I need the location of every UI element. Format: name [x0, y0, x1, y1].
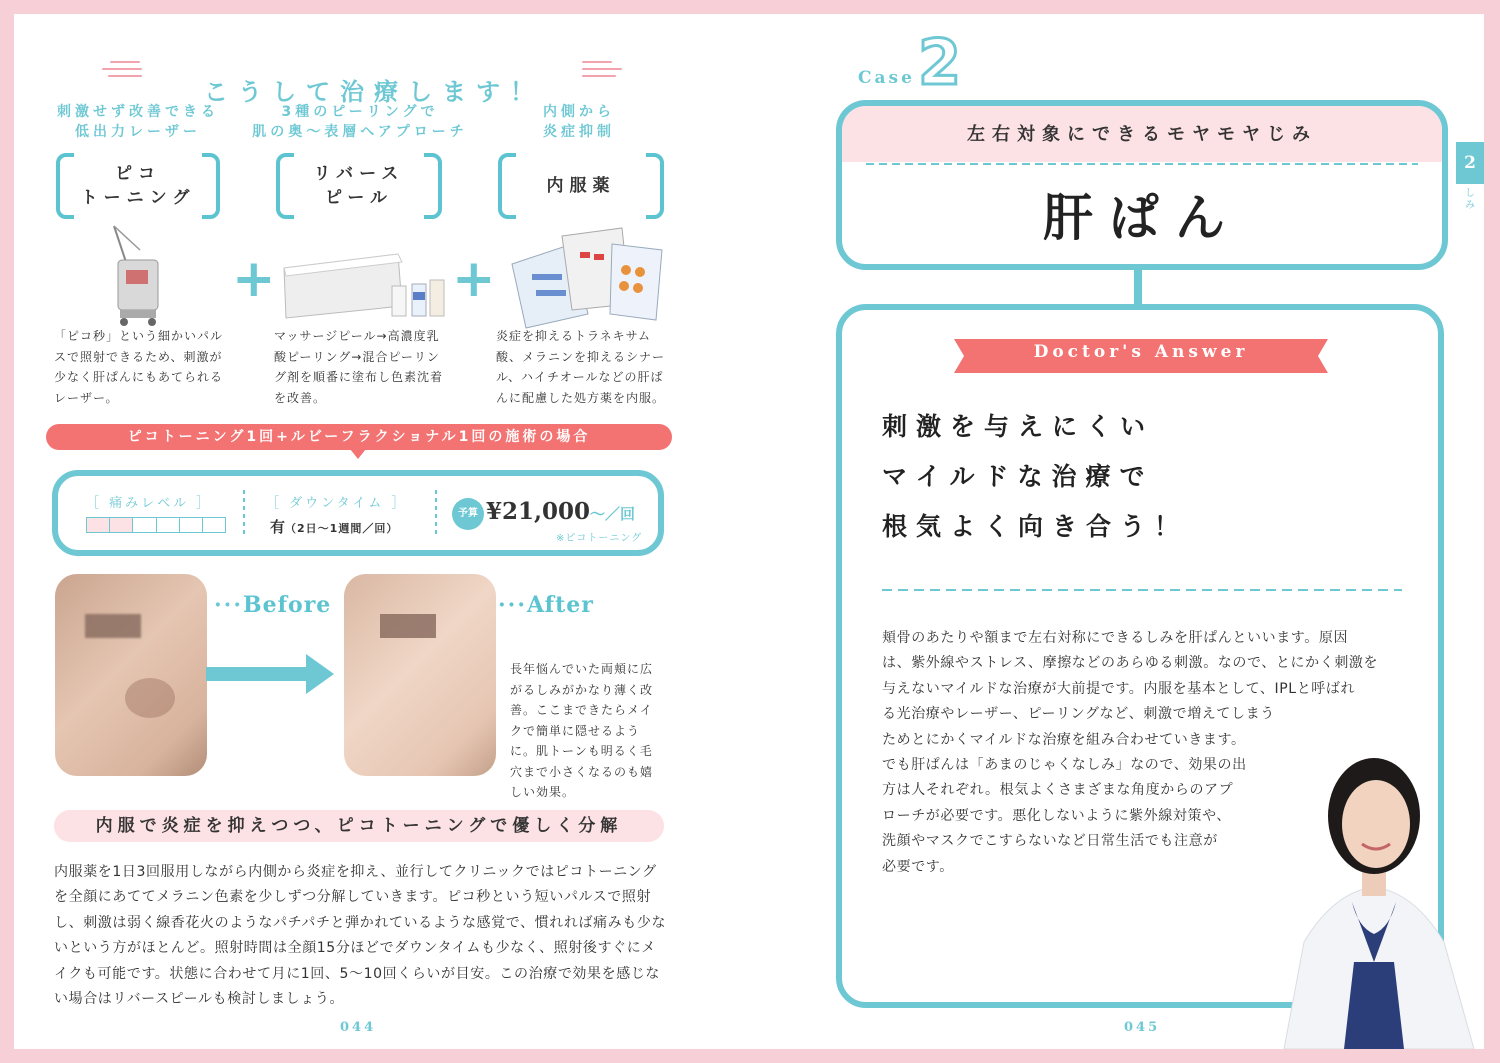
answer-lines	[882, 402, 1188, 552]
price-note: ※ピコトーニング	[556, 533, 643, 544]
pain-level-cell	[203, 518, 225, 532]
divider-dotted	[242, 490, 246, 538]
answer-body-line: 洗顔やマスクでこすらないなど日常生活でも注意が	[882, 833, 1218, 850]
divider-dotted-2	[434, 490, 438, 538]
treatment-name-oral-medicine: 内服薬	[498, 153, 664, 219]
answer-body-line: 必要です。	[882, 858, 954, 875]
answer-body-line: ローチが必要です。悪化しないように紫外線対策や、	[882, 807, 1231, 824]
answer-body-line: 与えないマイルドな治療が大前提です。内服を基本として、IPLと呼ばれ	[882, 680, 1356, 697]
pain-level-cell	[87, 518, 110, 532]
answer-body	[882, 626, 1412, 880]
laser-machine-image	[106, 220, 172, 328]
page-number-right: 045	[1124, 1020, 1161, 1035]
side-tab-label: しみ	[1465, 188, 1475, 211]
eye-mosaic-2	[380, 614, 436, 638]
side-tab-number: 2	[1456, 142, 1484, 184]
column-3-description: 炎症を抑えるトラネキサム酸、メラニンを抑えるシナール、ハイチオールなどの肝ぱんに配慮した処方薬を内服。	[496, 329, 666, 405]
answer-body-line: は、紫外線やストレス、摩擦などのあらゆる刺激。なので、とにかく刺激を	[882, 655, 1379, 672]
column-1-description: 「ピコ秒」という細かいパルスで照射できるため、刺激が少なく肝ぱんにもあてられるレーザー。	[54, 329, 224, 405]
treatment-name-pico: ピコ トーニング	[56, 153, 220, 219]
before-photo	[55, 574, 207, 776]
case-number: 2	[918, 26, 962, 99]
after-label: ···After	[498, 592, 594, 618]
before-label: ···Before	[214, 592, 332, 618]
section-title: こうして治療します！	[204, 78, 544, 106]
case-subtitle: 左右対象にできるモヤモヤじみ	[967, 124, 1317, 145]
after-photo	[344, 574, 496, 776]
column-3-subtitle: 内側から 炎症抑制	[543, 104, 615, 140]
body-headline: 内服で炎症を抑えつつ、ピコトーニングで優しく分解	[54, 810, 664, 842]
body-text: 内服薬を1日3回服用しながら内側から炎症を抑え、並行してクリニックではピコトーニングを全顔にあててメラニン色素を少しずつ分解していきます。ピコ秒という短いパルスで照射し、刺激は弱く線香花火のようなパチパチと弾かれているような感覚で、慣れれば痛みも少ないという方がほとんど。照射時間は全顔15分ほどでダウンタイムも少なく、照射後すぐにメイクも可能です。状態に合わせて月に1回、5～10回くらいが目安。この治療で効果を感じない場合はリバースピールも検討しましょう。	[54, 864, 667, 1008]
spot-area	[125, 678, 175, 718]
title-box	[836, 100, 1448, 270]
right-page	[736, 14, 1484, 1049]
sparkle-lines-left-icon	[102, 56, 146, 82]
column-1-subtitle: 刺激せず改善できる 低出力レーザー	[57, 104, 219, 140]
budget-badge: 予算	[452, 498, 484, 530]
banner-pointer-icon	[350, 449, 366, 459]
page-number-left: 044	[340, 1020, 377, 1035]
answer-body-line: ためとにかくマイルドな治療を組み合わせていきます。	[882, 731, 1246, 748]
case-label: Case	[858, 68, 915, 88]
plus-icon: +	[232, 249, 276, 309]
treatment-banner: ピコトーニング1回+ルビーフラクショナル1回の施術の場合	[46, 424, 672, 450]
answer-line-1: 刺激を与えにくい	[882, 412, 1155, 441]
answer-body-line: でも肝ぱんは「あまのじゃくなしみ」なので、効果の出	[882, 757, 1247, 774]
column-2-subtitle: 3種のピーリングで 肌の奥～表層へアプローチ	[252, 104, 468, 140]
left-page	[14, 14, 736, 1049]
plus-icon-2: +	[452, 249, 496, 309]
dashed-divider	[866, 162, 1418, 166]
side-tab	[1456, 142, 1484, 238]
pain-level-cell	[133, 518, 156, 532]
answer-line-3: 根気よく向き合う！	[882, 512, 1189, 541]
downtime-value: 有（2日～1週間／回）	[270, 518, 399, 536]
column-2-description: マッサージピール→高濃度乳酸ピーリング→混合ピーリング剤を順番に塗布し色素沈着を改善。	[274, 329, 444, 405]
pain-level-cell	[157, 518, 180, 532]
pain-level-meter	[86, 517, 226, 533]
answer-line-2: マイルドな治療で	[882, 462, 1154, 491]
eye-mosaic	[85, 614, 141, 638]
connector-bar	[1134, 268, 1142, 308]
downtime-label: ［ ダウンタイム ］	[266, 496, 408, 511]
answer-body-line: る光治療やレーザー、ピーリングなど、刺激で増えてしまう	[882, 706, 1275, 723]
doctor-answer-label: Doctor's Answer	[1033, 342, 1249, 362]
case-title: 肝ぱん	[1043, 189, 1241, 247]
treatment-name-reverse-peel: リバース ピール	[276, 153, 442, 219]
price: ¥21,000～／回	[486, 498, 636, 525]
pain-level-label: ［ 痛みレベル ］	[86, 496, 213, 511]
after-description: 長年悩んでいた両頬に広がるしみがかなり薄く改善。ここまできたらメイクで簡単に隠せるように。肌トーンも明るく毛穴まで小さくなるのも嬉しい効果。	[510, 662, 654, 799]
medicine-tablets-image	[502, 224, 670, 332]
answer-body-line: 頬骨のあたりや額まで左右対称にできるしみを肝ぱんといいます。原因	[882, 630, 1349, 646]
answer-dashed-divider	[882, 588, 1402, 592]
peel-product-image	[280, 240, 448, 324]
answer-body-line: 方は人それぞれ。根気よくさまざまな角度からのアプ	[882, 782, 1234, 799]
pain-level-cell	[110, 518, 133, 532]
pain-level-cell	[180, 518, 203, 532]
sparkle-lines-right-icon	[582, 56, 626, 82]
arrow-right-icon	[206, 654, 336, 694]
